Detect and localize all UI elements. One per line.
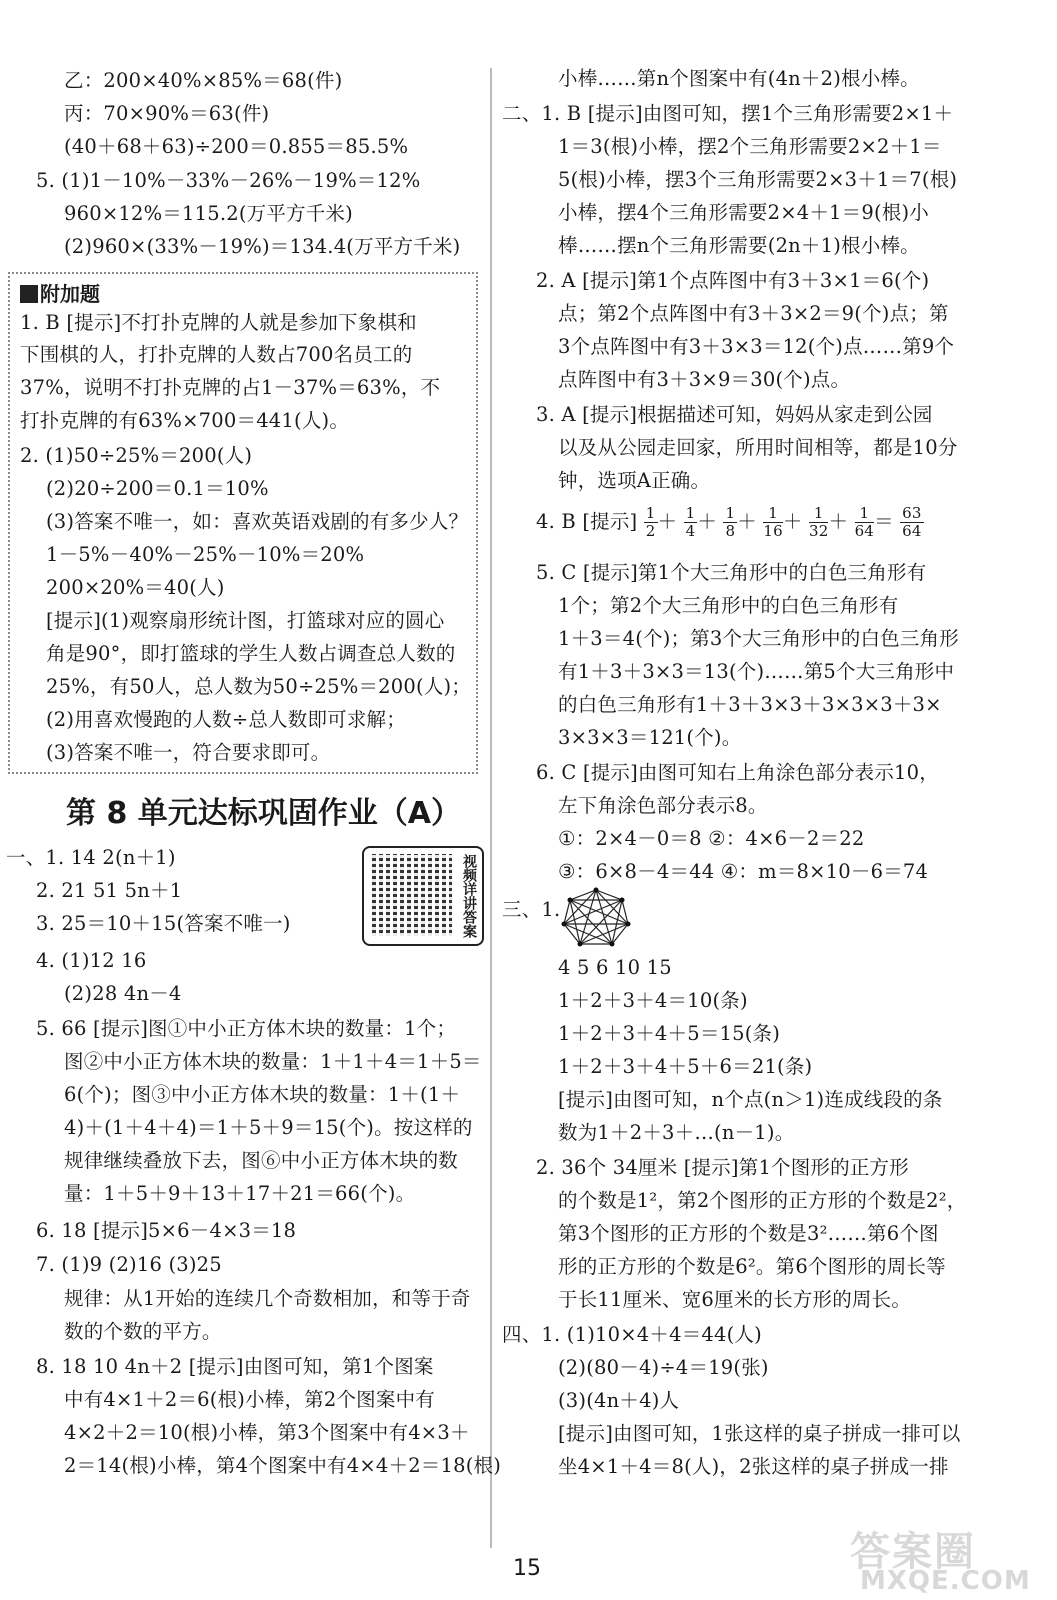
watermark-url: MXQE.COM: [860, 1566, 1031, 1596]
text-line: 二、1. B [提示]由图可知，摆1个三角形需要2×1＋: [502, 102, 954, 125]
unit-title: 第 8 单元达标巩固作业（A）: [66, 796, 461, 831]
text-line: 中有4×1＋2＝6(根)小棒，第2个图案中有: [64, 1388, 435, 1411]
fraction: $\frac{63}{64}$: [902, 504, 922, 540]
text-line: 3. A [提示]根据描述可知，妈妈从家走到公园: [536, 403, 933, 426]
text-line: (3)答案不唯一，符合要求即可。: [46, 741, 331, 764]
text-line: 乙：200×40%×85%＝68(件): [64, 69, 343, 92]
text-line: (2)(80－4)÷4＝19(张): [558, 1356, 769, 1379]
text-line: 5(根)小棒，摆3个三角形需要2×3＋1＝7(根): [558, 168, 958, 191]
text-line: 3×3×3＝121(个)。: [558, 726, 742, 749]
text-line: 一、1. 14 2(n＋1): [6, 846, 176, 869]
text-line: 1＋2＋3＋4＋5＝15(条): [558, 1022, 781, 1045]
text-line: 5. 66 [提示]图①中小正方体木块的数量：1个；: [36, 1017, 457, 1040]
heptagon-diagram: [560, 886, 632, 948]
text-line: 6(个)；图③中小正方体木块的数量：1＋(1＋: [64, 1083, 461, 1106]
text-line: 5. (1)1－10%－33%－26%－19%＝12%: [36, 169, 421, 192]
text-line: (2)960×(33%－19%)＝134.4(万平方千米): [64, 235, 461, 258]
text-line: 量：1＋5＋9＋13＋17＋21＝66(个)。: [64, 1182, 416, 1205]
text-line: 四、1. (1)10×4＋4＝44(人): [502, 1323, 762, 1346]
column-divider: [490, 68, 492, 1548]
qr-code-icon[interactable]: [372, 854, 452, 936]
text-line: 1－5%－40%－25%－10%＝20%: [46, 543, 365, 566]
text-line: (40＋68＋63)÷200＝0.855＝85.5%: [64, 135, 409, 158]
text-line: (2)用喜欢慢跑的人数÷总人数即可求解；: [46, 708, 406, 731]
text-line: 4. (1)12 16: [36, 949, 147, 972]
text-line: 2. (1)50÷25%＝200(人): [20, 444, 253, 467]
text-line: 37%，说明不打扑克牌的占1－37%＝63%，不: [20, 376, 441, 399]
extra-questions-title: 附加题: [20, 278, 100, 307]
text-line: 1＋3＝4(个)；第3个大三角形中的白色三角形: [558, 627, 959, 650]
text-line: 左下角涂色部分表示8。: [558, 794, 768, 817]
text-line: 1个；第2个大三角形中的白色三角形有: [558, 594, 899, 617]
fraction: $\frac{1}{2}$: [645, 504, 656, 540]
text-line: 以及从公园走回家，所用时间相等，都是10分: [558, 436, 958, 459]
text-line: (3)(4n＋4)人: [558, 1389, 680, 1412]
text-line: 4×2＋2＝10(根)小棒，第3个图案中有4×3＋: [64, 1421, 470, 1444]
text-line: 有1＋3＋3×3＝13(个)……第5个大三角形中: [558, 660, 955, 683]
text-line: 图②中小正方体木块的数量：1＋1＋4＝1＋5＝: [64, 1050, 482, 1073]
fraction: $\frac{1}{32}$: [808, 504, 829, 540]
text-line: 形的正方形的个数是6²。第6个图形的周长等: [558, 1255, 946, 1278]
text-line: 打扑克牌的有63%×700＝441(人)。: [20, 409, 350, 432]
text-line: 三、1.: [502, 898, 561, 921]
text-line: 点；第2个点阵图中有3＋3×2＝9(个)点；第: [558, 302, 949, 325]
text-line: 角是90°，即打篮球的学生人数占调查总人数的: [46, 642, 456, 665]
book-icon: [20, 285, 38, 303]
text-line: 4)＋(1＋4＋4)＝1＋5＋9＝15(个)。按这样的: [64, 1116, 473, 1139]
text-line: 小棒，摆4个三角形需要2×4＋1＝9(根)小: [558, 201, 929, 224]
fraction-line: 4. B [提示] $\frac{1}{2}$ ＋ $\frac{1}{4}$ ＋ $\frac{1}{8}$ ＋ $\frac{1}{16}$ ＋ $\frac{1}{32}$ ＋ $\frac{1}{64}$ ＝ $\frac{63}{64}$: [536, 504, 922, 540]
text-line: [提示]由图可知，n个点(n＞1)连成线段的条: [558, 1088, 943, 1111]
text-line: 7. (1)9 (2)16 (3)25: [36, 1253, 222, 1276]
watermark-logo: 答案圈: [850, 1529, 976, 1575]
text-line: 的个数是1²，第2个图形的正方形的个数是2²，: [558, 1189, 967, 1212]
text-line: 的白色三角形有1＋3＋3×3＋3×3×3＋3×: [558, 693, 942, 716]
text-line: 规律继续叠放下去，图⑥中小正方体木块的数: [64, 1149, 459, 1172]
text-line: 规律：从1开始的连续几个奇数相加，和等于奇: [64, 1287, 471, 1310]
text-line: 5. C [提示]第1个大三角形中的白色三角形有: [536, 561, 927, 584]
text-line: 3. 25＝10＋15(答案不唯一): [36, 912, 291, 935]
text-line: 200×20%＝40(人): [46, 576, 225, 599]
text-line: 6. C [提示]由图可知右上角涂色部分表示10，: [536, 761, 939, 784]
text-line: 1. B [提示]不打扑克牌的人就是参加下象棋和: [20, 311, 417, 334]
text-line: 1＋2＋3＋4＋5＋6＝21(条): [558, 1055, 813, 1078]
text-line: 坐4×1＋4＝8(人)，2张这样的桌子拼成一排: [558, 1455, 949, 1478]
text-line: ①：2×4－0＝8 ②：4×6－2＝22: [558, 827, 865, 850]
text-line: 钟，选项A正确。: [558, 469, 711, 492]
text-line: 1＝3(根)小棒，摆2个三角形需要2×2＋1＝: [558, 135, 942, 158]
text-line: 2＝14(根)小棒，第4个图案中有4×4＋2＝18(根): [64, 1454, 502, 1477]
text-line: 数的个数的平方。: [64, 1320, 222, 1343]
text-line: 丙：70×90%＝63(件): [64, 102, 270, 125]
text-line: 3个点阵图中有3＋3×3＝12(个)点……第9个: [558, 335, 955, 358]
text-line: (2)28 4n－4: [64, 982, 182, 1005]
text-line: 第3个图形的正方形的个数是3²……第6个图: [558, 1222, 939, 1245]
text-line: 数为1＋2＋3＋…(n－1)。: [558, 1121, 795, 1144]
text-line: 2. 36个 34厘米 [提示]第1个图形的正方形: [536, 1156, 909, 1179]
text-line: 6. 18 [提示]5×6－4×3＝18: [36, 1219, 297, 1242]
text-line: 960×12%＝115.2(万平方千米): [64, 202, 353, 225]
text-line: [提示]由图可知，1张这样的桌子拼成一排可以: [558, 1422, 961, 1445]
text-line: 2. A [提示]第1个点阵图中有3＋3×1＝6(个): [536, 269, 930, 292]
text-line: 2. 21 51 5n＋1: [36, 879, 183, 902]
text-line: 4 5 6 10 15: [558, 956, 672, 979]
page-number: 15: [513, 1556, 541, 1581]
text-line: 25%，有50人，总人数为50÷25%＝200(人)；: [46, 675, 471, 698]
fraction: $\frac{1}{64}$: [854, 504, 875, 540]
text-line: 8. 18 10 4n＋2 [提示]由图可知，第1个图案: [36, 1355, 434, 1378]
text-line: (3)答案不唯一，如：喜欢英语戏剧的有多少人？: [46, 510, 469, 533]
text-line: 1＋2＋3＋4＝10(条): [558, 989, 748, 1012]
text-line: ③：6×8－4＝44 ④：m＝8×10－6＝74: [558, 860, 929, 883]
text-line: 点阵图中有3＋3×9＝30(个)点。: [558, 368, 851, 391]
text-line: 小棒……第n个图案中有(4n＋2)根小棒。: [558, 67, 920, 90]
text-line: [提示](1)观察扇形统计图，打篮球对应的圆心: [46, 609, 445, 632]
text-line: (2)20÷200＝0.1＝10%: [46, 477, 269, 500]
fraction: $\frac{1}{16}$: [763, 504, 783, 540]
fraction: $\frac{1}{4}$: [685, 504, 696, 540]
text-line: 下围棋的人，打扑克牌的人数占700名员工的: [20, 343, 413, 366]
text-line: 棒……摆n个三角形需要(2n＋1)根小棒。: [558, 234, 920, 257]
fraction: $\frac{1}{8}$: [725, 504, 736, 540]
text-line: 于长11厘米、宽6厘米的长方形的周长。: [558, 1288, 912, 1311]
qr-caption: 视频详讲答案: [461, 854, 477, 938]
qr-code-panel[interactable]: [362, 846, 484, 946]
